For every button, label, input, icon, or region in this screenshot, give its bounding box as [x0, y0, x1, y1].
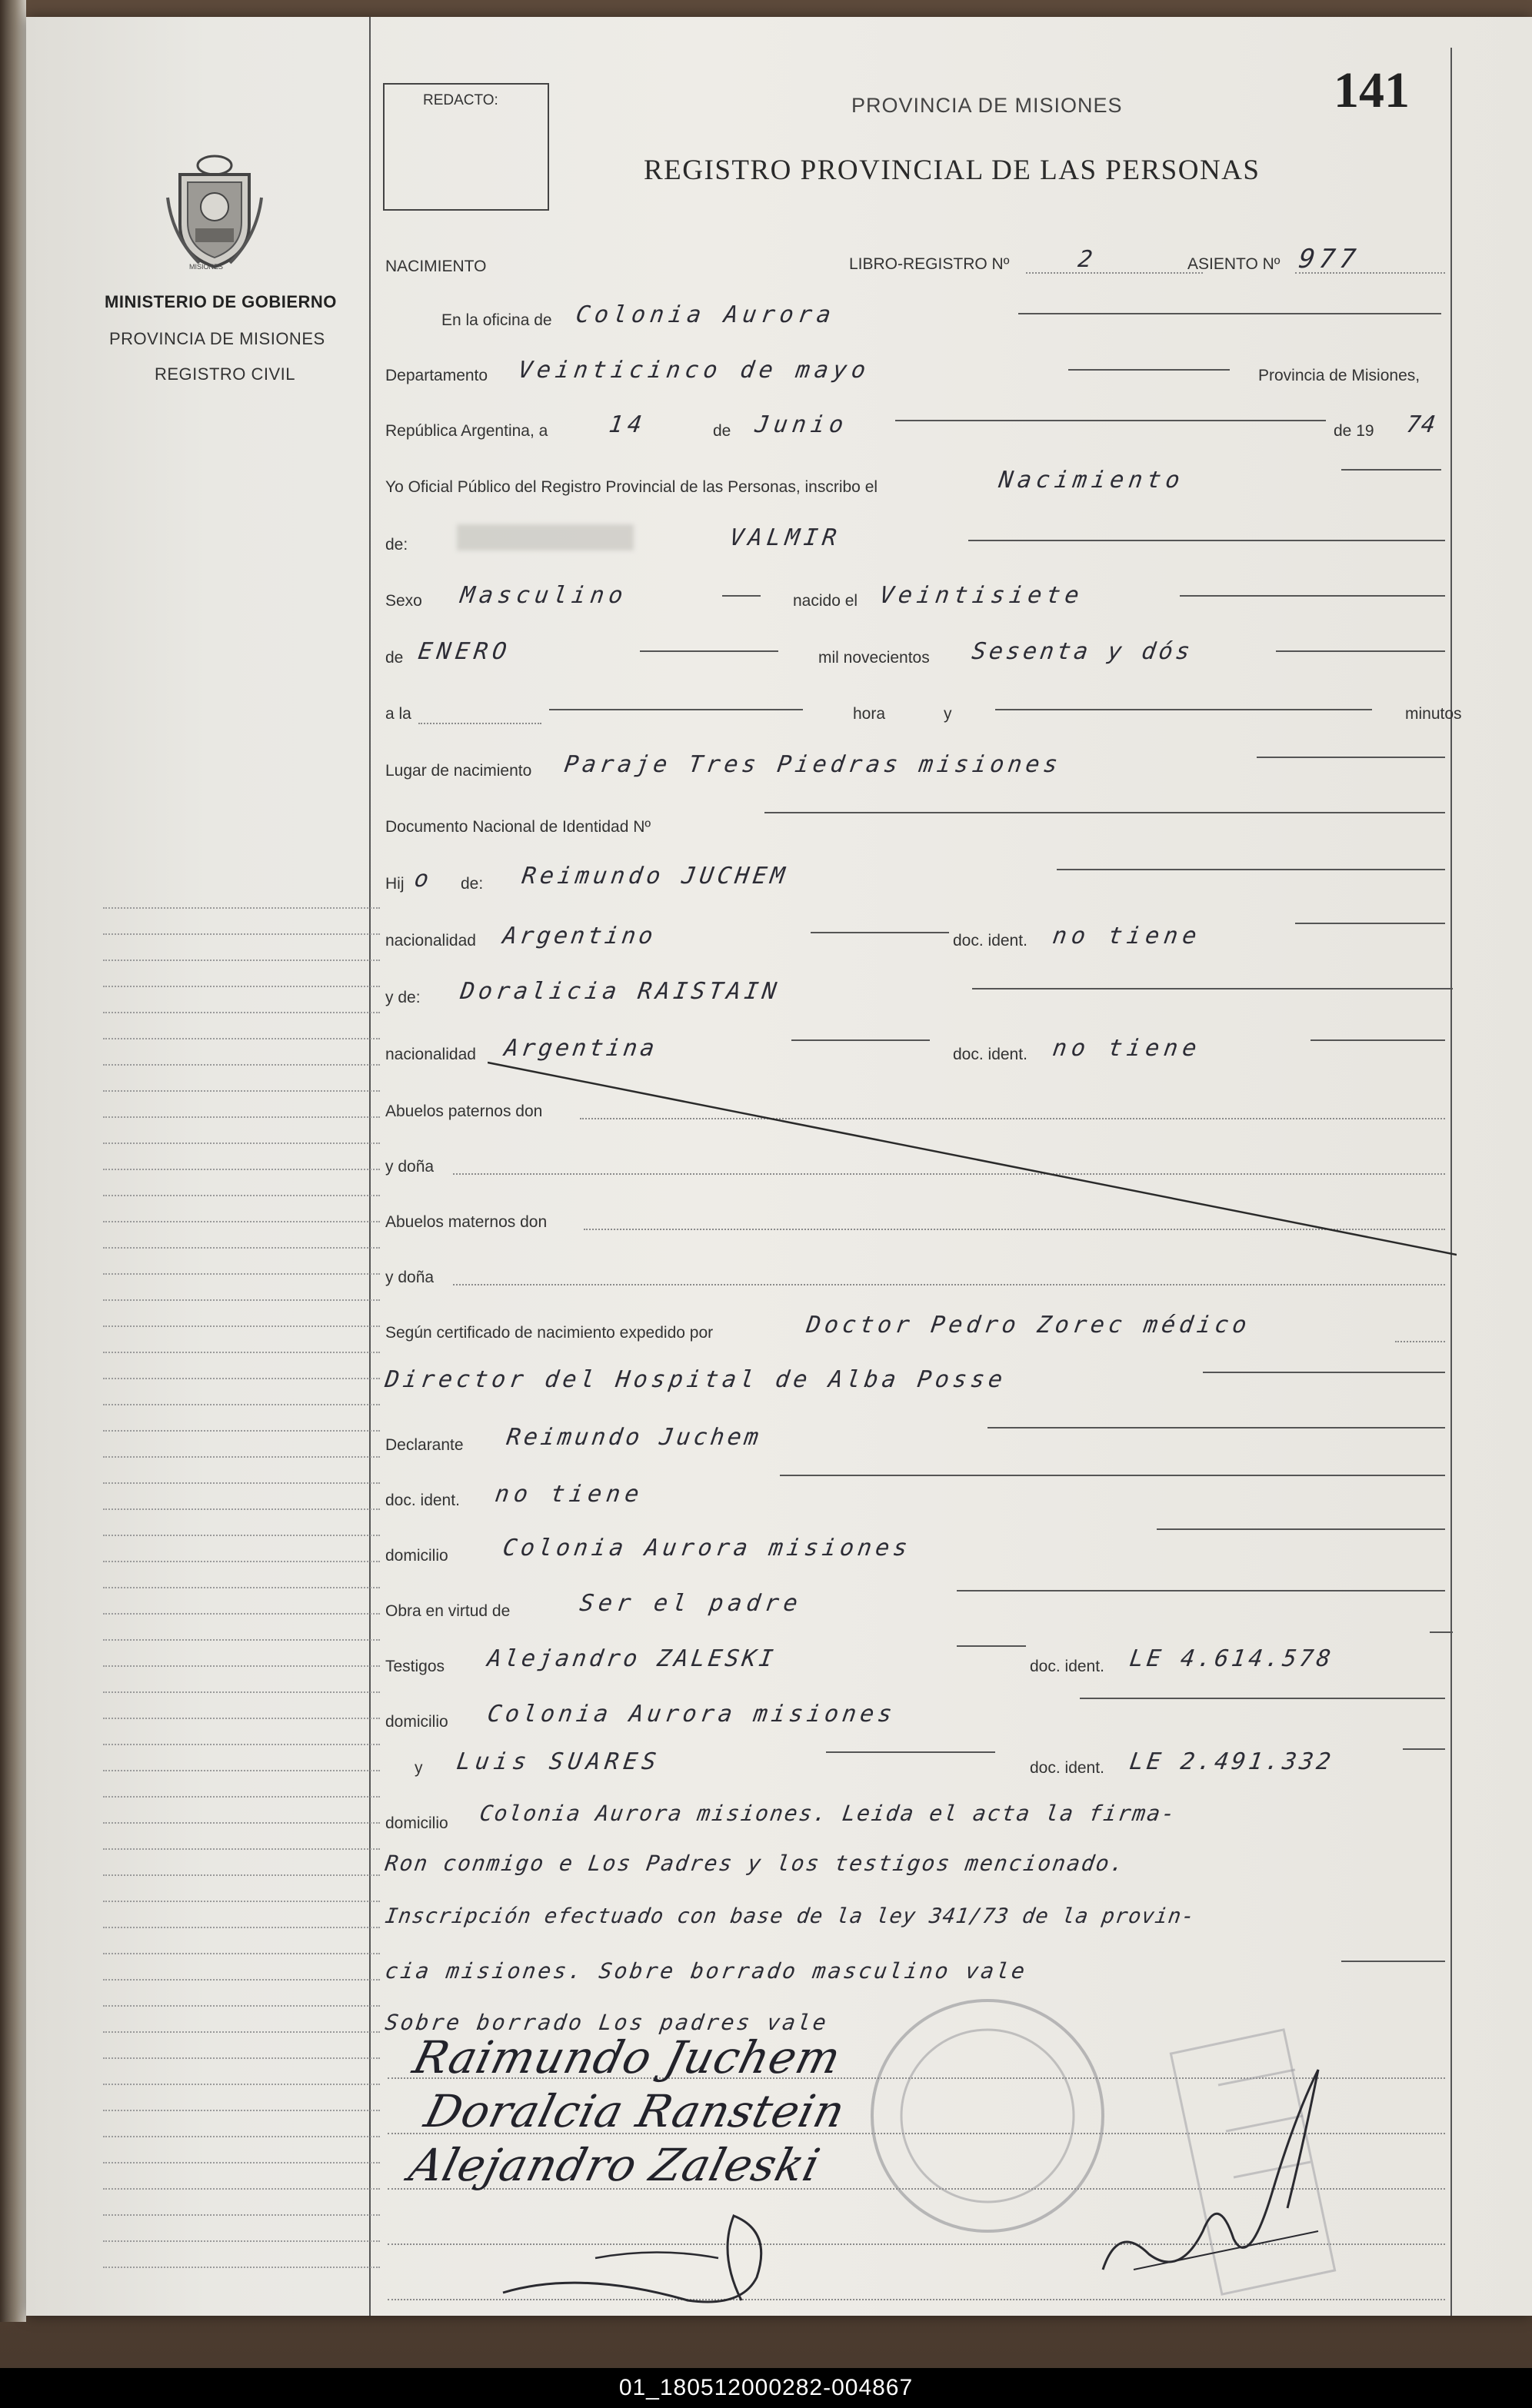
testigo1-dom-value: Colonia Aurora misiones	[485, 1701, 898, 1728]
madre-nac-value: Argentina	[502, 1035, 660, 1062]
asiento-label: ASIENTO Nº	[1187, 255, 1281, 273]
hijo-suffix: o	[412, 866, 435, 893]
record-type: NACIMIENTO	[385, 258, 487, 275]
name-redaction	[457, 524, 634, 550]
lugar-value: Paraje Tres Piedras misiones	[562, 751, 1064, 778]
minutos-label: minutos	[1405, 705, 1462, 723]
a-la-label: a la	[385, 705, 411, 723]
hijo-label: Hij	[385, 875, 405, 893]
declarante-value: Reimundo Juchem	[505, 1424, 764, 1451]
note-line-1: Ron conmigo e Los Padres y los testigos mencionado.	[383, 1851, 1127, 1876]
dia-value: 14	[607, 411, 648, 438]
padre-doc-label: doc. ident.	[953, 932, 1027, 950]
libro-label: LIBRO-REGISTRO Nº	[849, 255, 1010, 273]
anio-value: 74	[1404, 411, 1438, 438]
de-year-label: de 19	[1334, 422, 1374, 440]
note-line-3: cia misiones. Sobre borrado masculino vale	[383, 1958, 1029, 1984]
domicilio2-label: domicilio	[385, 1814, 448, 1832]
lugar-label: Lugar de nacimiento	[385, 762, 532, 780]
oficial-label: Yo Oficial Público del Registro Provincial de las Personas, inscribo el	[385, 478, 878, 496]
provincia-label: Provincia de Misiones,	[1258, 367, 1420, 384]
signature-flourish	[488, 2185, 811, 2316]
dni-label: Documento Nacional de Identidad Nº	[385, 818, 651, 836]
testigo2-label: y	[415, 1759, 423, 1777]
certificado-value-2: Director del Hospital de Alba Posse	[383, 1366, 1008, 1393]
oficina-value: Colonia Aurora	[574, 301, 838, 328]
province-name-left: PROVINCIA DE MISIONES	[109, 329, 325, 348]
certificado-value-1: Doctor Pedro Zorec médico	[804, 1312, 1253, 1339]
de2-label: de	[385, 649, 404, 667]
abuelos-maternos-label: Abuelos maternos don	[385, 1213, 548, 1231]
departamento-value: Veinticinco de mayo	[516, 357, 872, 384]
declarante-doc-label: doc. ident.	[385, 1492, 460, 1509]
page-number: 141	[1334, 62, 1410, 118]
nombre-value: VALMIR	[728, 524, 843, 551]
padre-nacionalidad-label: nacionalidad	[385, 932, 476, 950]
de-label: de	[713, 422, 731, 440]
note-line-4: Sobre borrado Los padres vale	[383, 2010, 831, 2035]
libro-value: 2	[1076, 246, 1099, 273]
obra-label: Obra en virtud de	[385, 1602, 511, 1620]
testigo1-doc-label: doc. ident.	[1030, 1658, 1104, 1675]
left-column	[26, 17, 371, 2316]
sexo-label: Sexo	[385, 592, 422, 610]
signature-mother: Doralcia Ranstein	[419, 2085, 851, 2137]
madre-value: Doralicia RAISTAIN	[458, 978, 782, 1005]
testigo2-value: Luis SUARES	[455, 1748, 663, 1775]
registry-title: REGISTRO PROVINCIAL DE LAS PERSONAS	[644, 155, 1261, 186]
book-spine	[0, 0, 26, 2322]
madre-doc-label: doc. ident.	[953, 1046, 1027, 1063]
oficina-label: En la oficina de	[441, 311, 552, 329]
madre-nacionalidad-label: nacionalidad	[385, 1046, 476, 1063]
sexo-value: Masculino	[458, 582, 630, 609]
padre-nac-value: Argentino	[501, 923, 658, 950]
testigo1-doc-value: LE 4.614.578	[1127, 1645, 1336, 1672]
redacto-box	[383, 83, 549, 211]
registrar-signature	[1087, 2039, 1364, 2293]
cancel-diagonal	[488, 1032, 1457, 1262]
domicilio2-value: Colonia Aurora misiones. Leida el acta la firma-	[478, 1801, 1178, 1826]
acto-value: Nacimiento	[997, 467, 1187, 494]
madre-doc-value: no tiene	[1051, 1035, 1203, 1062]
testigo1-value: Alejandro ZALESKI	[485, 1645, 778, 1672]
padre-doc-value: no tiene	[1051, 923, 1203, 950]
padre-value: Reimundo JUCHEM	[520, 863, 791, 890]
note-line-2: Inscripción efectuado con base de la ley 341/73 de la provin-	[383, 1904, 1197, 1928]
segun-label: Según certificado de nacimiento expedido por	[385, 1324, 714, 1342]
declarante-label: Declarante	[385, 1436, 464, 1454]
abuelos-maternos-dona-label: y doña	[385, 1269, 435, 1286]
mes-nac-value: ENERO	[416, 638, 513, 665]
obra-value: Ser el padre	[578, 1590, 804, 1617]
signature-father: Raimundo Juchem	[408, 2031, 847, 2084]
coat-of-arms-seal	[165, 151, 265, 271]
anio-nac-value: Sesenta y dós	[970, 638, 1195, 665]
official-stamp	[857, 1985, 1118, 2247]
redacto-label: REDACTO:	[423, 92, 498, 108]
declarante-dom-value: Colonia Aurora misiones	[501, 1535, 913, 1562]
hijo-de-label: de:	[461, 875, 484, 893]
republica-label: República Argentina, a	[385, 422, 548, 440]
abuelos-paternos-label: Abuelos paternos don	[385, 1103, 543, 1120]
testigo2-doc-label: doc. ident.	[1030, 1759, 1104, 1777]
declarante-dom-label: domicilio	[385, 1547, 448, 1565]
nacido-value: Veintisiete	[878, 582, 1086, 609]
y-label: y	[944, 705, 952, 723]
seal-caption: MISIONES	[189, 263, 224, 271]
ministry-name: MINISTERIO DE GOBIERNO	[105, 292, 337, 311]
mil-label: mil novecientos	[818, 649, 930, 667]
hora-label: hora	[853, 705, 886, 723]
scan-identifier: 01_180512000282-004867	[0, 2368, 1532, 2408]
nombre-label: de:	[385, 536, 408, 554]
testigo1-dom-label: domicilio	[385, 1713, 448, 1731]
registro-civil: REGISTRO CIVIL	[155, 364, 296, 384]
register-page	[26, 17, 1532, 2316]
province-title: PROVINCIA DE MISIONES	[851, 94, 1123, 117]
madre-label: y de:	[385, 989, 421, 1006]
mes-value: Junio	[753, 411, 850, 438]
abuelos-paternos-dona-label: y doña	[385, 1158, 435, 1176]
testigos-label: Testigos	[385, 1658, 445, 1675]
signature-witness: Alejandro Zaleski	[404, 2139, 826, 2191]
asiento-value: 977	[1297, 244, 1363, 274]
declarante-doc-value: no tiene	[493, 1481, 645, 1508]
testigo2-doc-value: LE 2.491.332	[1127, 1748, 1336, 1775]
departamento-label: Departamento	[385, 367, 488, 384]
nacido-label: nacido el	[793, 592, 858, 610]
